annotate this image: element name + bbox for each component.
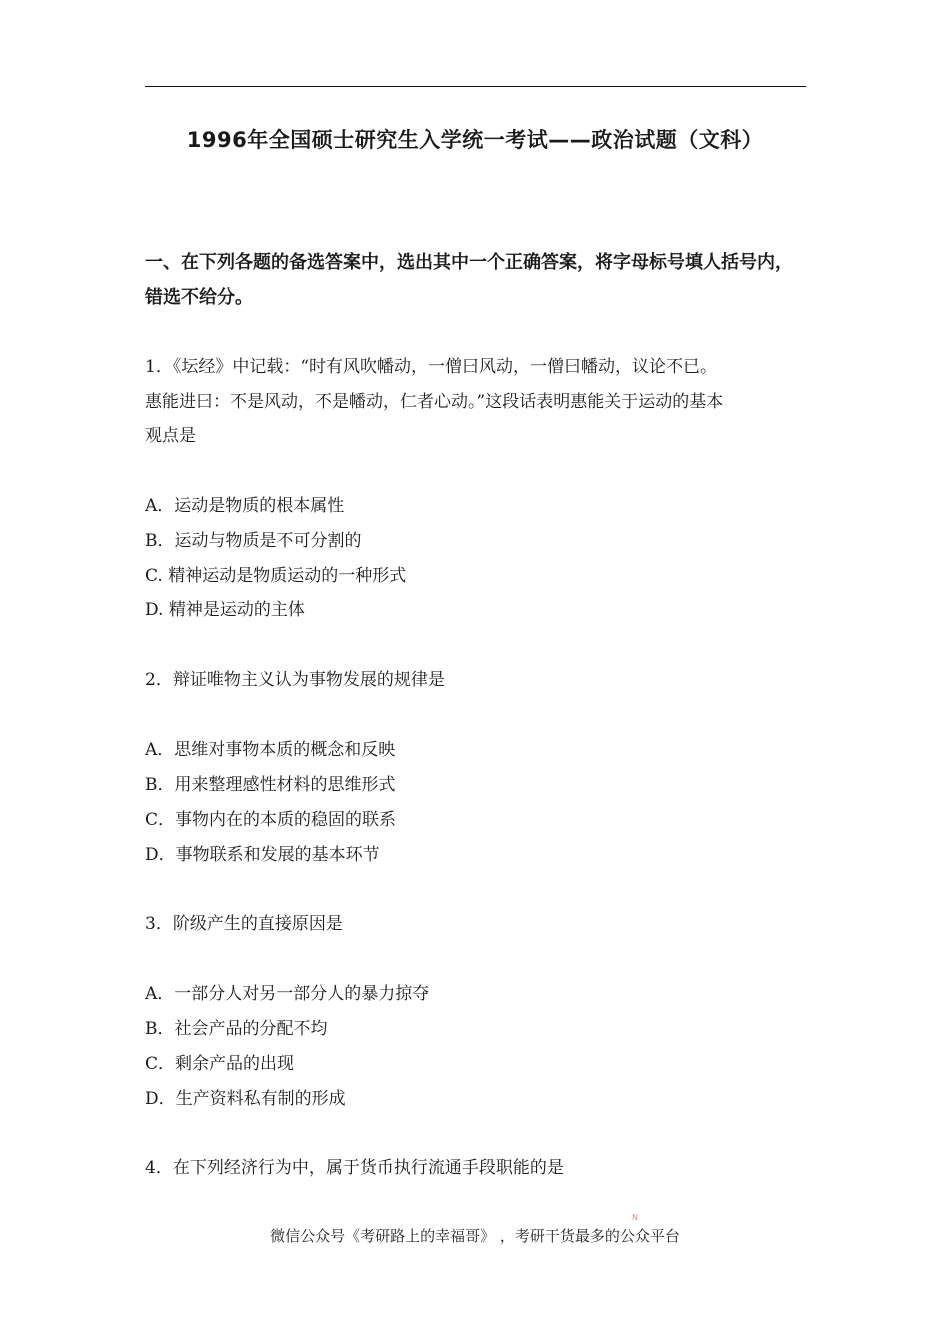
question-2-option-b: B．用来整理感性材料的思维形式	[145, 775, 396, 795]
question-3-option-a: A．一部分人对另一部分人的暴力掠夺	[145, 984, 430, 1004]
question-1-option-d: D. 精神是运动的主体	[145, 600, 305, 620]
question-3-option-d: D．生产资料私有制的形成	[145, 1089, 346, 1109]
question-3-stem: 3．阶级产生的直接原因是	[145, 914, 343, 934]
question-1-stem-line-3: 观点是	[145, 426, 196, 446]
question-2-stem: 2．辩证唯物主义认为事物发展的规律是	[145, 670, 445, 690]
question-1-option-c: C. 精神运动是物质运动的一种形式	[145, 566, 407, 586]
question-2-option-c: C．事物内在的本质的稳固的联系	[145, 810, 397, 830]
header-rule	[145, 86, 806, 87]
page-footer: 微信公众号《考研路上的幸福哥》 ，考研干货最多的公众平台	[270, 1227, 680, 1245]
question-3-option-c: C．剩余产品的出现	[145, 1054, 295, 1074]
question-2-option-a: A．思维对事物本质的概念和反映	[145, 740, 396, 760]
question-1-stem-line-1: 1．《坛经》中记载：“时有风吹幡动，一僧曰风动，一僧曰幡动，议论不已。	[145, 357, 718, 377]
question-2-option-d: D．事物联系和发展的基本环节	[145, 845, 380, 865]
question-1-stem-line-2: 惠能进曰：不是风动，不是幡动，仁者心动。”这段话表明惠能关于运动的基本	[145, 392, 724, 412]
question-1-option-b: B．运动与物质是不可分割的	[145, 531, 362, 551]
question-1-option-a: A．运动是物质的根本属性	[145, 496, 345, 516]
question-3-option-b: B．社会产品的分配不均	[145, 1019, 328, 1039]
question-4-stem: 4．在下列经济行为中，属于货币执行流通手段职能的是	[145, 1158, 564, 1178]
section-instruction: 一、在下列各题的备选答案中，选出其中一个正确答案，将字母标号填人括号内，错选不给分。	[145, 252, 793, 308]
footer-mark: N	[632, 1213, 638, 1222]
page-title: 1996年全国硕士研究生入学统一考试——政治试题（文科）	[186, 128, 764, 152]
